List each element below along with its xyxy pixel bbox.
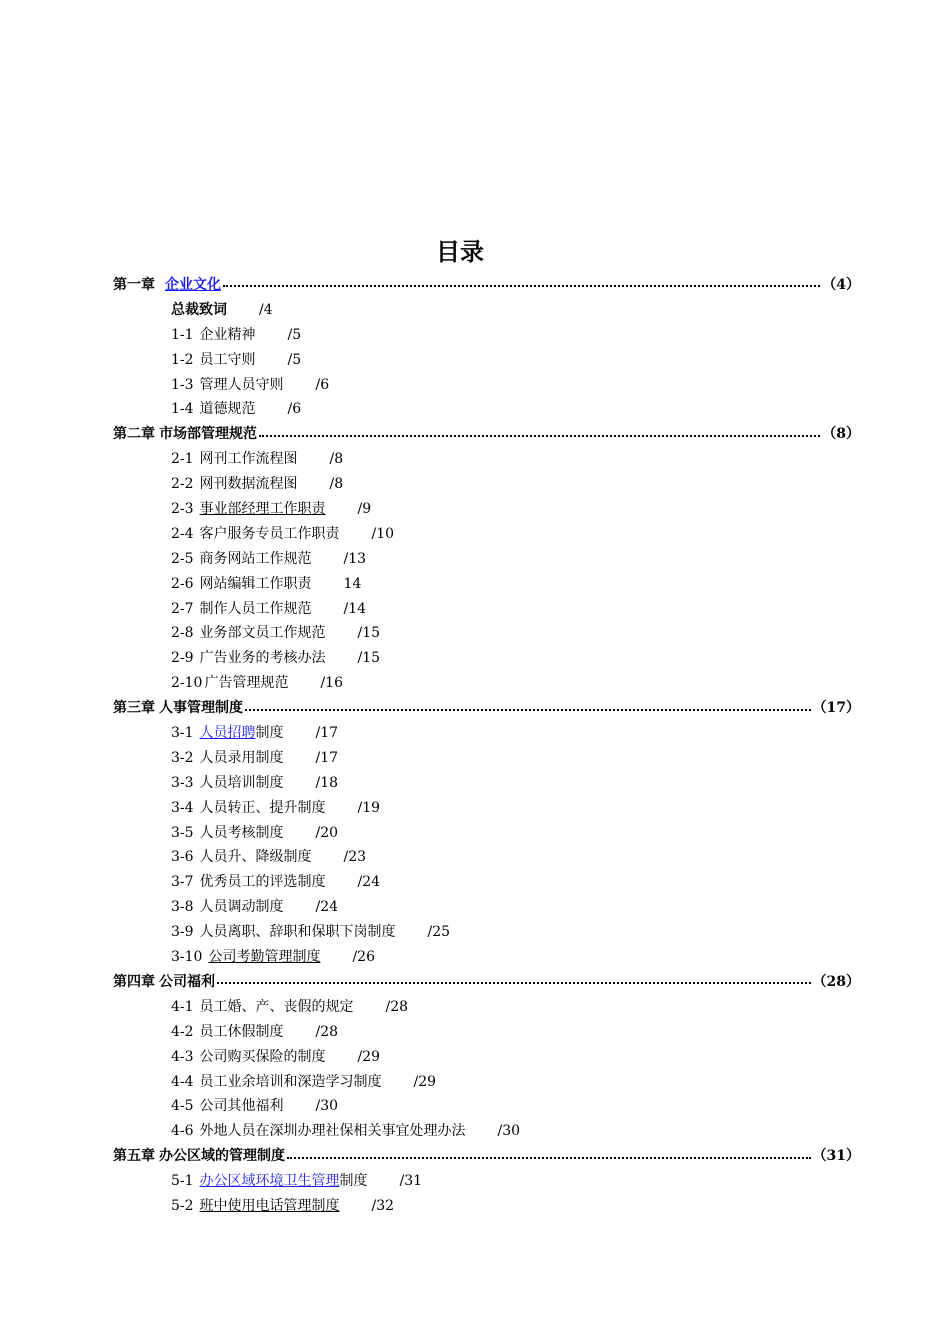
toc-item	[113, 348, 860, 373]
item-name: 商务网站工作规范	[199, 550, 312, 567]
item-number: 2-6	[171, 575, 194, 592]
chapter-number: 第一章	[113, 277, 155, 293]
item-name: 人员考核制度	[199, 824, 284, 841]
item-name: 员工业余培训和深造学习制度	[199, 1073, 382, 1090]
item-name: 客户服务专员工作职责	[199, 525, 340, 542]
page-title: 目录	[436, 238, 484, 266]
chapter-5-row	[113, 1144, 860, 1169]
item-name: 外地人员在深圳办理社保相关事宜处理办法	[199, 1123, 466, 1140]
item-page: /14	[343, 600, 367, 617]
item-number: 3-2	[171, 749, 194, 766]
item-page: /30	[497, 1123, 521, 1140]
item-number: 4-6	[171, 1123, 194, 1140]
toc-item	[113, 796, 860, 821]
toc-item	[113, 621, 860, 646]
item-number: 4-5	[171, 1098, 194, 1115]
toc-item	[113, 895, 860, 920]
chapter-title-link[interactable]: 企业文化	[165, 277, 221, 293]
item-number: 3-6	[171, 849, 194, 866]
chapter-2-row	[113, 422, 860, 447]
item-page: /15	[357, 625, 381, 642]
item-page: /8	[329, 476, 344, 493]
item-page: /6	[287, 401, 302, 418]
chapter-1-row	[113, 273, 860, 298]
item-number: 4-1	[171, 998, 194, 1015]
item-name: 业务部文员工作规范	[199, 625, 326, 642]
item-name: 人员录用制度	[199, 749, 284, 766]
item-number: 5-2	[171, 1197, 194, 1214]
toc-item	[113, 1119, 860, 1144]
toc-item	[113, 746, 860, 771]
item-name: 管理人员守则	[199, 376, 284, 393]
item-name: 人员培训制度	[199, 774, 284, 791]
toc-item	[113, 920, 860, 945]
item-page: /24	[357, 874, 381, 891]
toc-item	[113, 1070, 860, 1095]
item-name: 制度	[255, 725, 284, 742]
dot-leader	[259, 435, 820, 437]
toc-item	[113, 1045, 860, 1070]
chapter-page: （28）	[812, 973, 860, 990]
item-page: /24	[315, 899, 339, 916]
item-name: 广告业务的考核办法	[199, 650, 326, 667]
item-number: 3-5	[171, 824, 194, 841]
table-of-contents	[113, 273, 860, 1219]
item-name-link[interactable]: 人员招聘	[199, 725, 256, 742]
item-name-link[interactable]: 办公区域环境卫生管理	[199, 1173, 340, 1190]
item-name: 公司购买保险的制度	[199, 1048, 326, 1065]
item-name: 人员离职、辞职和保职下岗制度	[199, 924, 396, 941]
item-page: /5	[287, 326, 302, 343]
toc-item	[113, 646, 860, 671]
item-name: 总裁致词	[171, 301, 227, 318]
item-page: /28	[385, 998, 409, 1015]
item-page: /23	[343, 849, 367, 866]
item-name: 人员调动制度	[199, 899, 284, 916]
item-page: /17	[315, 749, 339, 766]
toc-item	[113, 995, 860, 1020]
item-page: /26	[352, 949, 375, 966]
item-number: 1-3	[171, 376, 194, 393]
item-page: /31	[399, 1173, 423, 1190]
chapter-4-row	[113, 970, 860, 995]
toc-item	[113, 771, 860, 796]
item-name[interactable]: 事业部经理工作职责	[199, 501, 326, 518]
chapter-number: 第五章	[113, 1148, 155, 1165]
item-name[interactable]: 公司考勤管理制度	[208, 949, 321, 966]
chapter-number: 第二章	[113, 426, 155, 443]
dot-leader	[223, 285, 820, 287]
item-number: 1-4	[171, 401, 194, 418]
item-page: /15	[357, 650, 381, 667]
toc-item	[113, 522, 860, 547]
chapter-title: 人事管理制度	[159, 700, 243, 717]
item-page: /20	[315, 824, 339, 841]
item-number: 3-9	[171, 924, 194, 941]
item-number: 2-2	[171, 476, 194, 493]
toc-item	[113, 1169, 860, 1194]
item-number: 2-5	[171, 550, 194, 567]
chapter-title: 市场部管理规范	[159, 426, 257, 443]
chapter-page: （31）	[812, 1148, 860, 1165]
chapter-page: （17）	[812, 700, 860, 717]
item-name: 公司其他福利	[199, 1098, 284, 1115]
item-number: 3-8	[171, 899, 194, 916]
toc-item	[113, 821, 860, 846]
item-number: 3-3	[171, 774, 194, 791]
toc-item	[113, 1094, 860, 1119]
item-name: 人员转正、提升制度	[199, 799, 326, 816]
item-name: 网站编辑工作职责	[199, 575, 312, 592]
item-number: 5-1	[171, 1173, 194, 1190]
item-number: 2-10	[171, 675, 203, 692]
dot-leader	[245, 709, 811, 711]
item-name: 员工休假制度	[199, 1023, 284, 1040]
item-name: 员工守则	[199, 351, 256, 368]
item-page: /10	[371, 525, 395, 542]
item-page: /17	[315, 725, 339, 742]
item-number: 4-3	[171, 1048, 194, 1065]
item-name: 制度	[339, 1173, 368, 1190]
toc-item	[113, 323, 860, 348]
item-number: 1-1	[171, 326, 194, 343]
item-number: 4-2	[171, 1023, 194, 1040]
item-name: 企业精神	[199, 326, 256, 343]
toc-item	[113, 1194, 860, 1219]
chapter-title: 公司福利	[159, 973, 215, 990]
item-page: /9	[357, 501, 372, 518]
item-number: 3-10	[171, 949, 203, 966]
chapter-number: 第三章	[113, 700, 155, 717]
toc-item	[113, 373, 860, 398]
item-name: 优秀员工的评选制度	[199, 874, 326, 891]
toc-item	[113, 845, 860, 870]
item-page: /19	[357, 799, 381, 816]
item-number: 3-7	[171, 874, 194, 891]
item-number: 4-4	[171, 1073, 194, 1090]
toc-item	[113, 597, 860, 622]
item-name: 网刊数据流程图	[199, 476, 298, 493]
item-page: 14	[343, 575, 362, 592]
item-page: /29	[413, 1073, 437, 1090]
item-number: 3-1	[171, 725, 194, 742]
item-name[interactable]: 班中使用电话管理制度	[199, 1197, 340, 1214]
item-page: /5	[287, 351, 302, 368]
chapter-page: （8）	[822, 426, 860, 443]
item-page: /18	[315, 774, 339, 791]
item-name: 广告管理规范	[204, 675, 289, 692]
item-number: 2-1	[171, 451, 194, 468]
item-page: /30	[315, 1098, 339, 1115]
item-number: 1-2	[171, 351, 194, 368]
toc-item	[113, 298, 860, 323]
toc-item	[113, 472, 860, 497]
item-page: /13	[343, 550, 367, 567]
toc-item	[113, 547, 860, 572]
chapter-number: 第四章	[113, 973, 155, 990]
dot-leader	[287, 1157, 811, 1159]
item-number: 2-4	[171, 525, 194, 542]
toc-item	[113, 870, 860, 895]
item-page: /25	[427, 924, 451, 941]
item-name: 人员升、降级制度	[199, 849, 312, 866]
item-page: /16	[320, 675, 343, 692]
item-page: /6	[315, 376, 330, 393]
item-page: /4	[259, 301, 273, 318]
chapter-title: 办公区域的管理制度	[159, 1148, 285, 1165]
item-number: 3-4	[171, 799, 194, 816]
item-page: /8	[329, 451, 344, 468]
chapter-page: （4）	[822, 277, 860, 293]
toc-item	[113, 671, 860, 696]
toc-item	[113, 497, 860, 522]
item-number: 2-7	[171, 600, 194, 617]
item-name: 制作人员工作规范	[199, 600, 312, 617]
item-number: 2-3	[171, 501, 194, 518]
item-page: /29	[357, 1048, 381, 1065]
item-name: 网刊工作流程图	[199, 451, 298, 468]
item-page: /32	[371, 1197, 395, 1214]
item-name: 员工婚、产、丧假的规定	[199, 998, 354, 1015]
item-number: 2-9	[171, 650, 194, 667]
toc-item	[113, 447, 860, 472]
item-page: /28	[315, 1023, 339, 1040]
item-number: 2-8	[171, 625, 194, 642]
toc-item	[113, 572, 860, 597]
dot-leader	[217, 982, 811, 984]
toc-item	[113, 1020, 860, 1045]
item-name: 道德规范	[199, 401, 256, 418]
toc-item	[113, 397, 860, 422]
chapter-3-row	[113, 696, 860, 721]
toc-item	[113, 945, 860, 970]
toc-item	[113, 721, 860, 746]
